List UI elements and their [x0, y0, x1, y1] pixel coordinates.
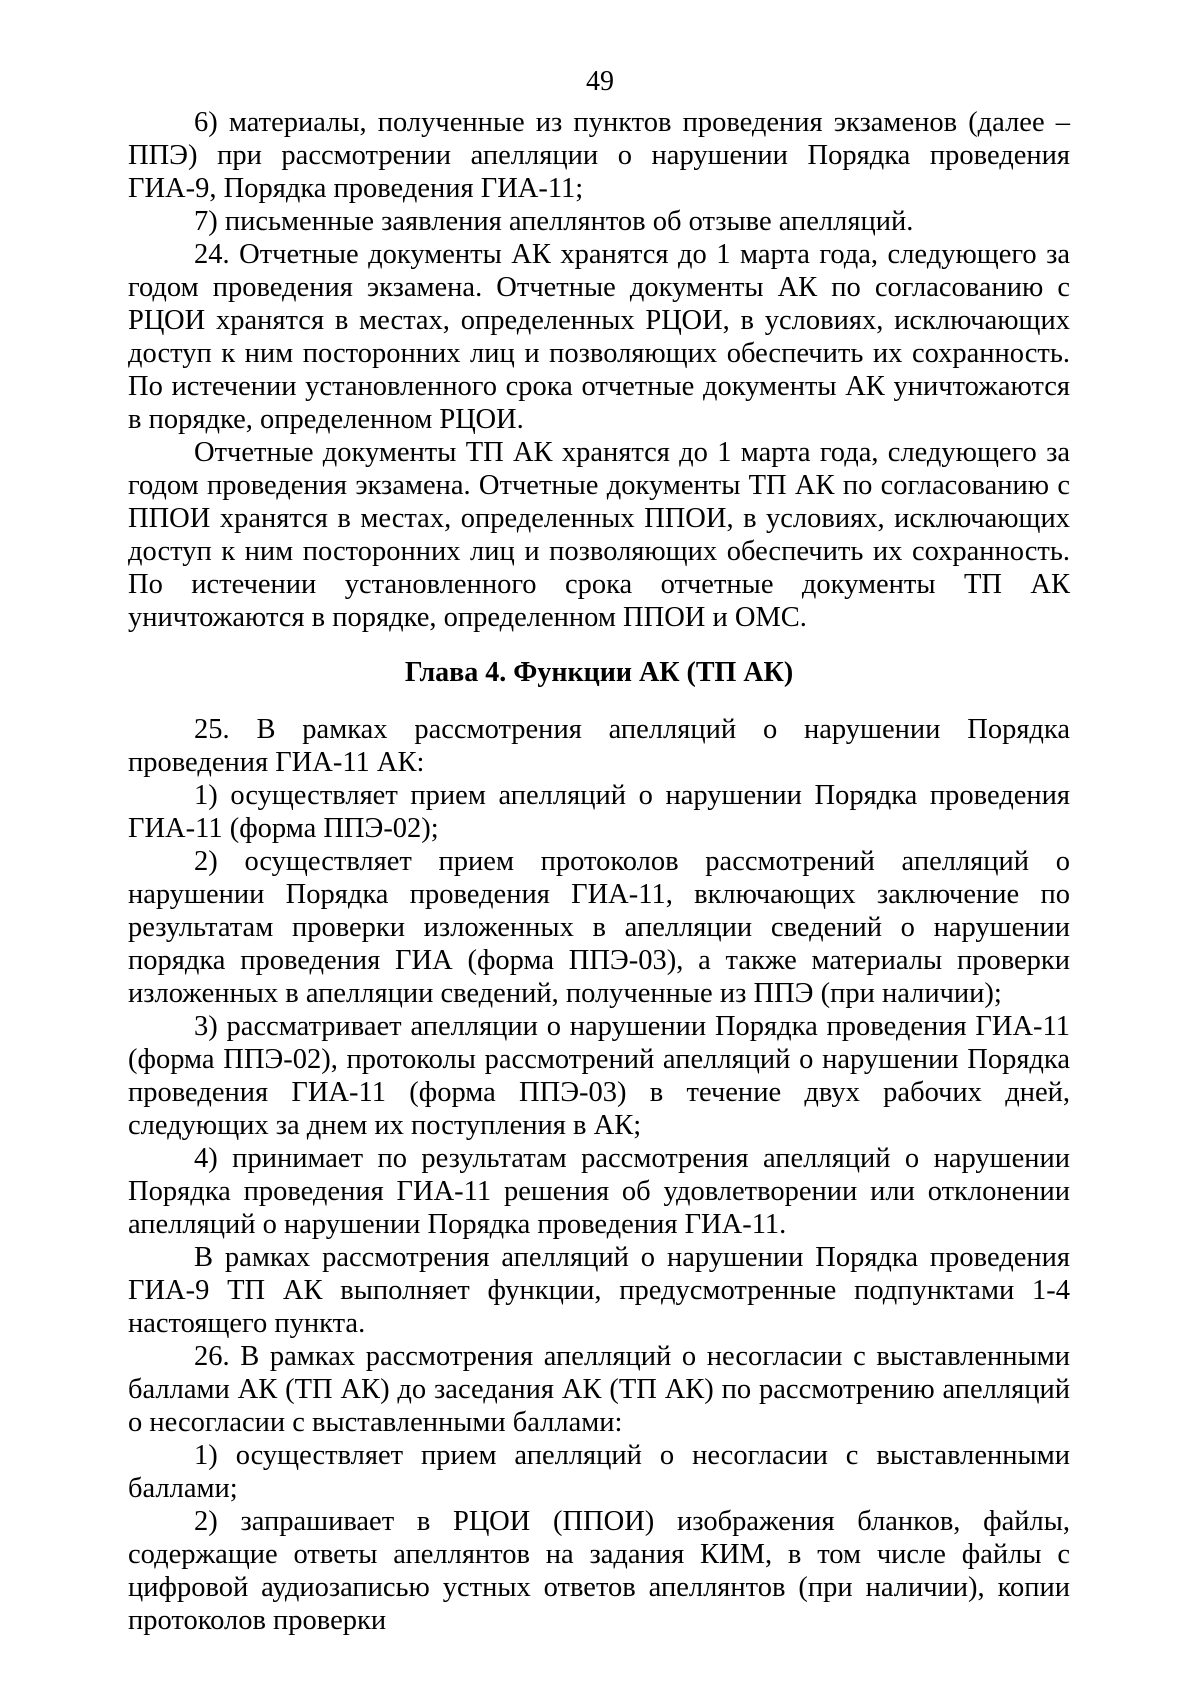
- chapter-heading: Глава 4. Функции АК (ТП АК): [404, 657, 794, 688]
- paragraph-25-item-1: 1) осуществляет прием апелляций о нарушении Порядка проведения ГИА-11 (форма ППЭ-02);: [128, 780, 1070, 844]
- paragraph-25-item-4: 4) принимает по результатам рассмотрения апелляций о нарушении Порядка проведения ГИА-11 решения об удовлетворении или отклонении апелляций о нарушении Порядка проведения ГИА-11.: [128, 1143, 1070, 1240]
- paragraph-26-item-1: 1) осуществляет прием апелляций о несогласии с выставленными баллами;: [128, 1440, 1070, 1504]
- paragraph-25: 25. В рамках рассмотрения апелляций о нарушении Порядка проведения ГИА-11 АК:: [128, 714, 1070, 778]
- paragraph-24-tp-ak: Отчетные документы ТП АК хранятся до 1 марта года, следующего за годом проведения экзамена. Отчетные документы ТП АК по согласованию с ППОИ хранятся в местах, определенных ППОИ, в условиях, исключающих доступ к ним посторонних лиц и позволяющих обеспечить их сохранность. По истечении установленного срока отчетные документы ТП АК уничтожаются в порядке, определенном ППОИ и ОМС.: [128, 437, 1070, 633]
- paragraph-item-6: 6) материалы, полученные из пунктов проведения экзаменов (далее – ППЭ) при рассмотрении апелляции о нарушении Порядка проведения ГИА-9, Порядка проведения ГИА-11;: [128, 107, 1070, 204]
- page-number: 49: [586, 66, 614, 97]
- document-body: [128, 106, 1070, 1637]
- paragraph-26-item-2: 2) запрашивает в РЦОИ (ППОИ) изображения бланков, файлы, содержащие ответы апеллянтов на задания КИМ, в том числе файлы с цифровой аудиозаписью устных ответов апеллянтов (при наличии), копии протоколов проверки: [128, 1506, 1070, 1636]
- paragraph-25-gia-9: В рамках рассмотрения апелляций о нарушении Порядка проведения ГИА-9 ТП АК выполняет функции, предусмотренные подпунктами 1-4 настоящего пункта.: [128, 1242, 1070, 1339]
- paragraph-26: 26. В рамках рассмотрения апелляций о несогласии с выставленными баллами АК (ТП АК) до заседания АК (ТП АК) по рассмотрению апелляций о несогласии с выставленными баллами:: [128, 1341, 1070, 1438]
- paragraph-25-item-3: 3) рассматривает апелляции о нарушении Порядка проведения ГИА-11 (форма ППЭ-02), протоколы рассмотрений апелляций о нарушении Порядка проведения ГИА-11 (форма ППЭ-03) в течение двух рабочих дней, следующих за днем их поступления в АК;: [128, 1011, 1070, 1141]
- paragraph-25-item-2: 2) осуществляет прием протоколов рассмотрений апелляций о нарушении Порядка проведения ГИА-11, включающих заключение по результатам проверки изложенных в апелляции сведений о нарушении порядка проведения ГИА (форма ППЭ-03), а также материалы проверки изложенных в апелляции сведений, полученные из ППЭ (при наличии);: [128, 846, 1070, 1009]
- paragraph-item-7: 7) письменные заявления апеллянтов об отзыве апелляций.: [194, 206, 914, 237]
- paragraph-24: 24. Отчетные документы АК хранятся до 1 марта года, следующего за годом проведения экзамена. Отчетные документы АК по согласованию с РЦОИ хранятся в местах, определенных РЦОИ, в условиях, исключающих доступ к ним посторонних лиц и позволяющих обеспечить их сохранность. По истечении установленного срока отчетные документы АК уничтожаются в порядке, определенном РЦОИ.: [128, 239, 1070, 435]
